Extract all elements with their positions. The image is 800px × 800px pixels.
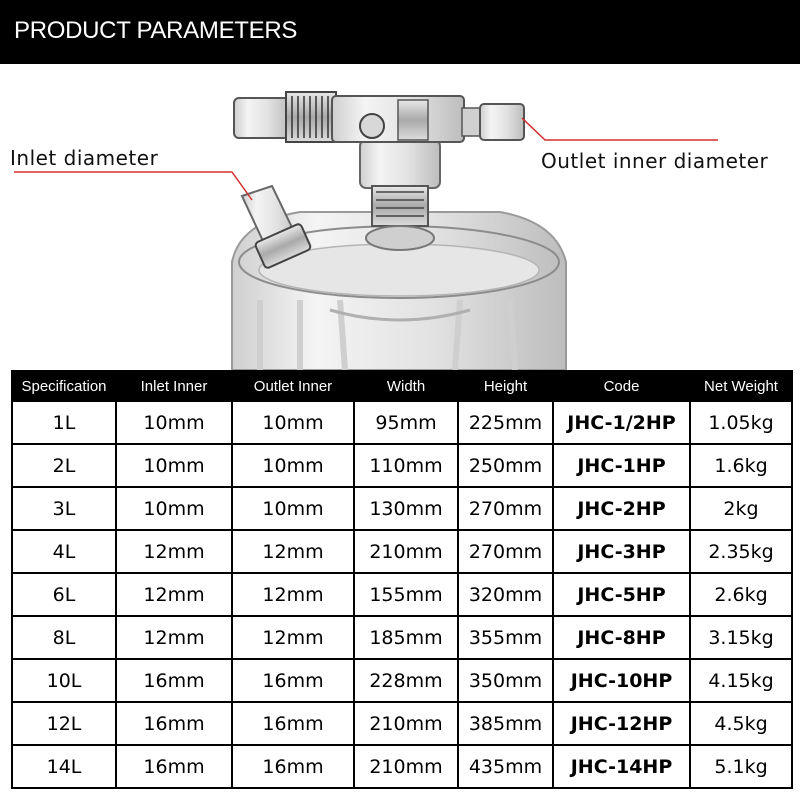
cell-net-weight: 2.6kg xyxy=(690,573,792,616)
table-row xyxy=(12,702,792,745)
page-title: PRODUCT PARAMETERS xyxy=(14,17,298,44)
cell-code: JHC-10HP xyxy=(553,659,690,702)
table-header-row xyxy=(12,371,792,401)
cell-net-weight: 3.15kg xyxy=(690,616,792,659)
cell-inlet-inner: 10mm xyxy=(116,487,232,530)
cell-net-weight: 1.6kg xyxy=(690,444,792,487)
cell-height: 250mm xyxy=(458,444,553,487)
cell-height: 350mm xyxy=(458,659,553,702)
table-row xyxy=(12,745,792,788)
cell-specification: 2L xyxy=(12,444,116,487)
col-header-inlet-inner: Inlet Inner xyxy=(116,371,232,401)
table-row xyxy=(12,401,792,444)
cell-inlet-inner: 16mm xyxy=(116,745,232,788)
col-header-outlet-inner: Outlet Inner xyxy=(232,371,354,401)
cell-code: JHC-2HP xyxy=(553,487,690,530)
cell-height: 435mm xyxy=(458,745,553,788)
cell-width: 210mm xyxy=(354,745,458,788)
cell-net-weight: 5.1kg xyxy=(690,745,792,788)
cell-width: 210mm xyxy=(354,530,458,573)
spec-table xyxy=(11,370,793,789)
cell-specification: 12L xyxy=(12,702,116,745)
cell-outlet-inner: 16mm xyxy=(232,745,354,788)
col-header-code: Code xyxy=(553,371,690,401)
header-bar xyxy=(0,0,800,64)
cell-width: 95mm xyxy=(354,401,458,444)
cell-specification: 1L xyxy=(12,401,116,444)
receiver-tank-illustration xyxy=(0,64,800,370)
table-row xyxy=(12,530,792,573)
cell-specification: 3L xyxy=(12,487,116,530)
col-header-height: Height xyxy=(458,371,553,401)
inlet-diameter-label: Inlet diameter xyxy=(10,146,159,170)
col-header-specification: Specification xyxy=(12,371,116,401)
outlet-diameter-label: Outlet inner diameter xyxy=(541,149,769,173)
cell-inlet-inner: 16mm xyxy=(116,659,232,702)
table-row xyxy=(12,444,792,487)
cell-inlet-inner: 12mm xyxy=(116,616,232,659)
cell-outlet-inner: 16mm xyxy=(232,702,354,745)
cell-width: 130mm xyxy=(354,487,458,530)
cell-inlet-inner: 10mm xyxy=(116,401,232,444)
cell-outlet-inner: 16mm xyxy=(232,659,354,702)
cell-inlet-inner: 10mm xyxy=(116,444,232,487)
cell-height: 355mm xyxy=(458,616,553,659)
cell-outlet-inner: 12mm xyxy=(232,530,354,573)
cell-specification: 10L xyxy=(12,659,116,702)
cell-specification: 8L xyxy=(12,616,116,659)
tank-neck xyxy=(360,140,440,250)
cell-width: 185mm xyxy=(354,616,458,659)
table-row xyxy=(12,573,792,616)
cell-net-weight: 1.05kg xyxy=(690,401,792,444)
cell-width: 155mm xyxy=(354,573,458,616)
cell-inlet-inner: 16mm xyxy=(116,702,232,745)
cell-code: JHC-5HP xyxy=(553,573,690,616)
cell-specification: 6L xyxy=(12,573,116,616)
cell-net-weight: 4.5kg xyxy=(690,702,792,745)
cell-width: 228mm xyxy=(354,659,458,702)
cell-code: JHC-3HP xyxy=(553,530,690,573)
valve-assembly xyxy=(234,92,524,142)
cell-width: 110mm xyxy=(354,444,458,487)
table-row xyxy=(12,659,792,702)
cell-code: JHC-14HP xyxy=(553,745,690,788)
cell-code: JHC-8HP xyxy=(553,616,690,659)
col-header-net-weight: Net Weight xyxy=(690,371,792,401)
outlet-leader-line xyxy=(522,118,718,140)
cell-height: 270mm xyxy=(458,530,553,573)
cell-outlet-inner: 10mm xyxy=(232,401,354,444)
cell-net-weight: 2kg xyxy=(690,487,792,530)
cell-net-weight: 2.35kg xyxy=(690,530,792,573)
cell-outlet-inner: 10mm xyxy=(232,487,354,530)
cell-outlet-inner: 10mm xyxy=(232,444,354,487)
inlet-leader-line xyxy=(14,172,252,200)
cell-outlet-inner: 12mm xyxy=(232,573,354,616)
cell-net-weight: 4.15kg xyxy=(690,659,792,702)
cell-height: 270mm xyxy=(458,487,553,530)
cell-code: JHC-1HP xyxy=(553,444,690,487)
table-row xyxy=(12,616,792,659)
cell-code: JHC-1/2HP xyxy=(553,401,690,444)
cell-outlet-inner: 12mm xyxy=(232,616,354,659)
cell-code: JHC-12HP xyxy=(553,702,690,745)
cell-inlet-inner: 12mm xyxy=(116,530,232,573)
cell-width: 210mm xyxy=(354,702,458,745)
col-header-width: Width xyxy=(354,371,458,401)
cell-specification: 4L xyxy=(12,530,116,573)
table-row xyxy=(12,487,792,530)
cell-height: 385mm xyxy=(458,702,553,745)
cell-height: 225mm xyxy=(458,401,553,444)
cell-specification: 14L xyxy=(12,745,116,788)
cell-inlet-inner: 12mm xyxy=(116,573,232,616)
cell-height: 320mm xyxy=(458,573,553,616)
